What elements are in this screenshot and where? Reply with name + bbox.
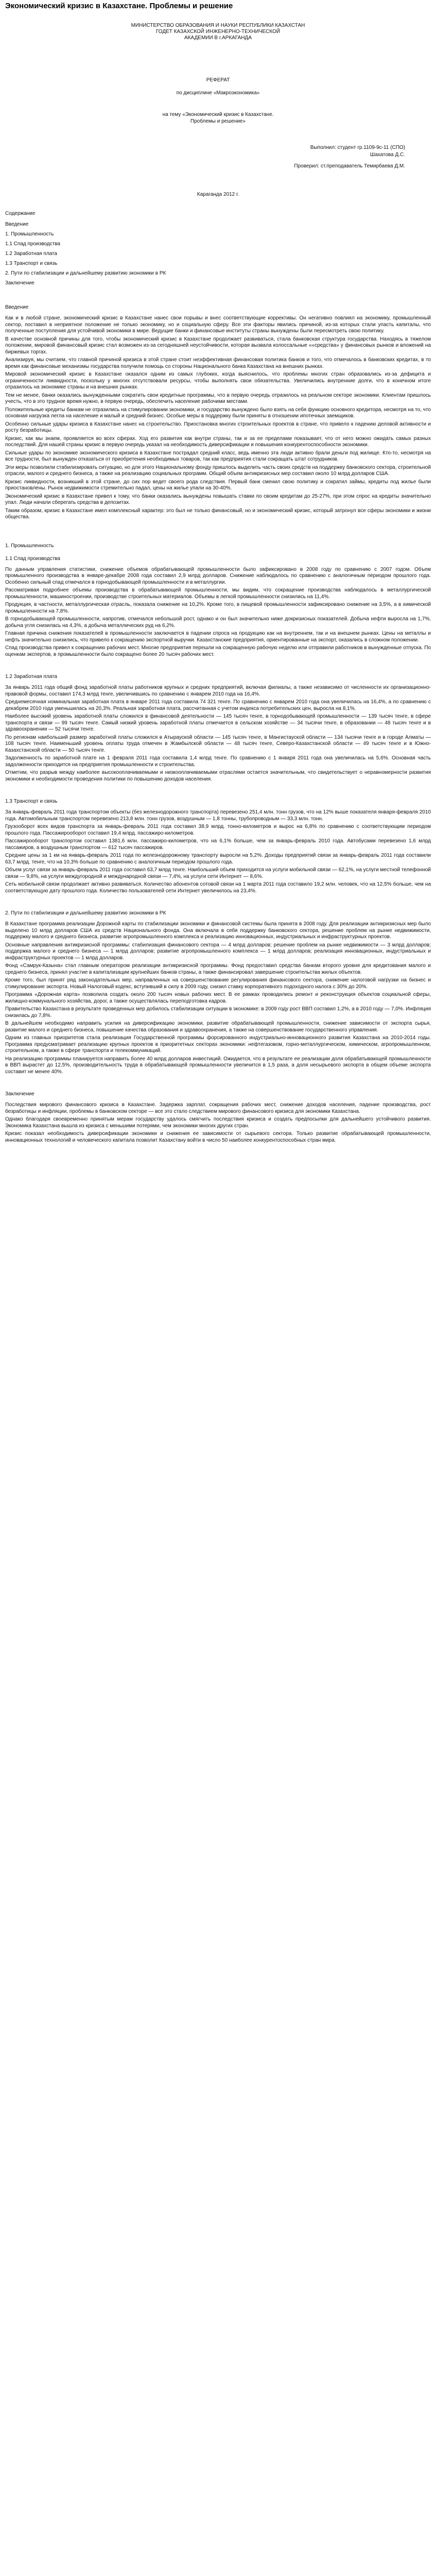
paragraph: Рассматривая подробнее объемы производства в обрабатывающей промышленности, мы видим, что сокращение производства наблюдалось в металлургической промышленности, машиностроении, производстве строительных материалов. Объемы в легкой промышленности снизились на 11,4%. <box>5 587 431 600</box>
author-block <box>5 144 405 170</box>
section-1-3-body <box>5 809 431 894</box>
section-2-title: 2. Пути по стабилизации и дальнейшему развитию экономики в РК <box>5 910 166 916</box>
city-year: Караганда 2012 г. <box>197 192 239 197</box>
academy-name: АКАДЕМИИ В г.АРКАГАНДА <box>184 35 252 41</box>
section-1-title: 1. Промышленность <box>5 543 54 549</box>
conclusion-body <box>5 1102 431 1144</box>
paragraph: Отметим, что разрыв между наиболее высокооплачиваемыми и низкооплачиваемыми отраслями остается значительным, что свидетельствует о неравномерности развития экономики и необходимости проведения политики по повышению доходов населения. <box>5 770 431 782</box>
paragraph: Особенно сильные удары кризиса в Казахстане нанес на строительство. Приостановка многих строительных проектов в стране, что привело к падению деловой активности и росту безработицы. <box>5 421 431 433</box>
toc-item: Заключение <box>5 280 34 286</box>
paragraph: Объем услуг связи за январь-февраль 2011 года составил 63,7 млрд тенге. Наибольший объем приходится на услуги мобильной связи — 62,1%, на услуги местной телефонной связи — 9,8%, на услуги междугородной и международной связи — 7,4%, на услуги сети Интернет — 8,6%. <box>5 867 431 879</box>
paragraph: Среднемесячная номинальная заработная плата в январе 2011 года составила 74 321 тенге. По сравнению с январем 2010 года она увеличилась на 16,4%, а по сравнению с декабрем 2010 года уменьшилась на 20,3%. Реальная заработная плата, рассчитанная с учетом индекса потребительских цен, выросла на 8,1%. <box>5 699 431 711</box>
paragraph: Задолженность по заработной плате на 1 февраля 2011 года составила 1,4 млрд тенге. По сравнению с 1 января 2011 года она увеличилась на 5,6%. Основная часть задолженности приходится на предприятия промышленности и строительства. <box>5 755 431 768</box>
section-1-3-title: 1.3 Транспорт и связь <box>5 799 58 804</box>
paragraph: Однако благодаря своевременно принятым мерам государству удалось смягчить последствия кризиса и создать предпосылки для дальнейшего устойчивого развития. Экономика Казахстана вышла из кризиса с меньшими потерями, чем экономики многих других стран. <box>5 1116 431 1129</box>
paragraph: Анализируя, мы считаем, что главной причиной кризиса в этой стране стоит неэффективная финансовая политика банков и того, что отмечалось в банковских кредитах, в то время как финансовые механизмы государства получили помощь со стороны Национального банка Казахстана на внешних рынках. <box>5 357 431 369</box>
paragraph: Средние цены за 1 км на январь-февраль 2011 года по железнодорожному транспорту выросли на 5,2%. Доходы предприятий связи за январь-февраль 2011 года составили 63,7 млрд. тенге, что на 10,3% больше по сравнению с аналогичным периодом прошлого года. <box>5 853 431 865</box>
intro-body <box>5 315 431 521</box>
paragraph: Продукция, в частности, металлургическая отрасль, показала снижение на 10,2%. Кроме того, в пищевой промышленности зафиксировано снижение на 3,5%, а в химической промышленности на 7,8%. <box>5 602 431 614</box>
paragraph: Наиболее высокий уровень заработной платы сложился в финансовой деятельности — 145 тысяч тенге, в горнодобывающей промышленности — 139 тысяч тенге, в сфере транспорта и связи — 99 тысяч тенге. Самый низкий уровень заработной платы отмечается в сельском хозяйстве — 34 тысячи тенге, в образовании — 48 тысяч тенге и в здравоохранении — 52 тысячи тенге. <box>5 714 431 732</box>
paragraph: Тем не менее, банки оказались вынужденными сократить свои кредитные программы, что в первую очередь отразилось на реальном секторе экономики. Клиентам пришлось учесть, что в это трудное время нужно, в первую очередь, обеспечить население рабочими местами. <box>5 392 431 404</box>
paragraph: Эти меры позволили стабилизировать ситуацию, но для этого Национальному фонду пришлось выделить часть своих средств на поддержку банковского сектора, строительной отрасли, малого и среднего бизнеса, а также на реализацию социальных программ. Общий объем антикризисных мер составил около 10 млрд долларов США. <box>5 464 431 477</box>
referat-label: РЕФЕРАТ <box>206 77 230 83</box>
paragraph: Пассажирооборот транспортом составил 1381,6 млн. пассажиро-километров, что на 6,1% больше, чем за январь-февраль 2010 года. Автобусами перевезено 1,6 млрд пассажиров, а воздушным транспортом — 612 тысяч пассажиров. <box>5 838 431 851</box>
section-1-1-title: 1.1 Спад производства <box>5 555 60 562</box>
section-1-2-title: 1.2 Заработная плата <box>5 674 57 680</box>
toc-item: 1.3 Транспорт и связь <box>5 261 58 266</box>
section-2-body <box>5 921 431 1075</box>
intro-title: Введение <box>5 304 29 310</box>
paragraph: Основные направления антикризисной программы: стабилизация финансового сектора — 4 млрд долларов; решение проблем на рынке недвижимости — 3 млрд долларов; поддержка малого и среднего бизнеса — 1 млрд долларов; развитие агропромышленного комплекса — 1 млрд долларов; реализация инновационных, индустриальных и инфраструктурных проектов — 1 млрд долларов. <box>5 942 431 961</box>
ministry-name: МИНИСТЕРСТВО ОБРАЗОВАНИЯ И НАУКИ РЕСПУБЛИКИ КАЗАХСТАН <box>131 23 305 28</box>
paragraph: Сеть мобильной связи продолжает активно развиваться. Количество абонентов сотовой связи на 1 марта 2011 года составило 19,2 млн. человек, что на 12,5% больше, чем на соответствующую дату прошлого года. Количество пользователей сети Интернет увеличилось на 23,4%. <box>5 882 431 894</box>
performed-by: Выполнил: студент гр.1109-9c-11 (СПО) <box>310 145 405 150</box>
topic-line-1: на тему «Экономический кризис в Казахстане. <box>162 112 274 117</box>
paragraph: Мировой экономический кризис в Казахстане оказался одним из самых глубоких, когда выяснилось, что проблемы многих стран образовались из-за дефицита и ограниченности ликвидности, поскольку у многих отсутствовали ресурсы, чтобы выполнять свои обязательства. Увеличились внутренние долги, что в конечном итоге отразилось на экономике страны и на внешних рынках. <box>5 371 431 390</box>
paragraph: В дальнейшем необходимо направить усилия на диверсификацию экономики, развитие обрабатывающей промышленности, снижение зависимости от экспорта сырья, развитие малого и среднего бизнеса, повышение качества образования и здравоохранения, а также на совершенствование государственного управления. <box>5 1021 431 1033</box>
university-name: ГОДЕТ КАЗАХСКОЙ ИНЖЕНЕРНО-ТЕХНИЧЕСКОЙ <box>155 29 281 35</box>
section-1-1-body <box>5 567 431 658</box>
paragraph: Фонд «Самрук-Казына» стал главным оператором реализации антикризисной программы. Фонд предоставил средства банкам второго уровня для кредитования малого и среднего бизнеса, принял участие в капитализации крупнейших банков страны, а также финансировал завершение строительства жилых объектов. <box>5 963 431 975</box>
paragraph: Как и в любой стране, экономический кризис в Казахстане нанес свои порывы и внес соответствующие коррективы. Он негативно повлиял на экономику, промышленный сектор, поставил в неприятное положение не только экономику, но и социальную сферу. Все эти факторы явились причиной, из-за которых стали упасть капиталы, что полученные поступления для устойчивой экономики в мире. Ведущие банки и финансовые институты страны вынуждены были пересмотреть свою политику. <box>5 315 431 334</box>
toc-item: 1.2 Заработная плата <box>5 251 57 257</box>
toc-item: 2. Пути по стабилизации и дальнейшему развитию экономики в РК <box>5 270 166 276</box>
paragraph: В Казахстане программа реализации Дорожной карты по стабилизации экономики и финансовой системы была принята в 2008 году. Для реализации антикризисных мер было выделено 10 млрд долларов США из средств Национального фонда. Она включала в себя поддержку банковского сектора, решение проблем на рынке недвижимости, поддержку малого и среднего бизнеса, развитие агропромышленного комплекса и реализацию инновационных, индустриальных и инфраструктурных проектов. <box>5 921 431 940</box>
conclusion-title: Заключение <box>5 1091 34 1097</box>
paragraph: В качестве основной причины для того, чтобы экономический кризис в Казахстане продолжает развиваться, стала банковская структура государства. Находясь в тяжелом положении, мировой финансовый кризис стал возможен из-за сегодняшней неустойчивости, которая вызвала колоссальные ««средства» у финансовых рынков и вложений на биржевых торгах. <box>5 336 431 355</box>
paragraph: Последствия мирового финансового кризиса в Казахстане. Задержка зарплат, сокращения рабочих мест, снижение доходов населения, падение производства, рост безработицы и инфляции, проблемы в банковском секторе — все это стало следствием мирового финансового кризиса для экономики Казахстана. <box>5 1102 431 1114</box>
checked-by: Проверил: ст.преподаватель Темирбаева Д.М. <box>294 163 405 169</box>
paragraph: Положительные кредиты банкам не отразились на стимулировании экономики, и государство вынуждено было взять на себя функцию основного кредитора, несмотря на то, что основная нагрузка легла на население и малый и средний бизнес. Особые меры в поддержку были приняты в отношении ипотечных заемщиков. <box>5 406 431 419</box>
student-name: Шахатова Д.С. <box>370 152 405 158</box>
paragraph: Таким образом, кризис в Казахстане имел комплексный характер: это был не только финансовый, но и экономический кризис, который затронул все сферы экономики и жизни общества. <box>5 507 431 520</box>
section-1-2-body <box>5 685 431 783</box>
paragraph: Кризис ликвидности, возникший в этой стране, до сих пор ведет своего рода следствия. Первый банк сменил свою политику и сократил займы, кредиты под жилье были приостановлены. Рынок недвижимости стремительно падал, цены на жилье упали на 30-40%. <box>5 479 431 491</box>
toc-item: Введение <box>5 222 29 227</box>
paragraph: Главная причина снижения показателей в промышленности заключается в падении спроса на продукцию как на внутреннем, так и на внешнем рынках. Цены на металлы и нефть значительно снизились, что привело к сокращению экспортной выручки. Казахстанские предприятия, ориентированные на экспорт, оказались в сложном положении. <box>5 631 431 643</box>
paragraph: Одним из главных приоритетов стала реализация Государственной программы форсированного индустриально-инновационного развития Казахстана на 2010-2014 годы. Программа предусматривает реализацию крупных проектов в приоритетных секторах экономики: нефтегазовом, горно-металлургическом, химическом, агропромышленном, строительном, а также в сфере транспорта и телекоммуникаций. <box>5 1035 431 1054</box>
paragraph: На реализацию программы планируется направить более 40 млрд долларов инвестиций. Ожидается, что в результате ее реализации доля обрабатывающей промышленности в ВВП вырастет до 12,5%, производительность труда в обрабатывающей промышленности увеличится в 1,5 раза, а доля несырьевого экспорта в общем объеме экспорта составит не менее 40%. <box>5 1056 431 1075</box>
title-page-header <box>5 23 431 41</box>
discipline-line: по дисциплине «Макроэкономика» <box>176 90 260 96</box>
paragraph: По регионам наибольший размер заработной платы сложился в Атырауской области — 145 тысяч тенге, в Мангистауской области — 134 тысячи тенге и в городе Алматы — 108 тысяч тенге. Наименьший уровень оплаты труда отмечен в Жамбылской области — 48 тысяч тенге, Северо-Казахстанской области — 49 тысяч тенге и в Южно-Казахстанской области — 50 тысяч тенге. <box>5 734 431 753</box>
paragraph: Программа «Дорожная карта» позволила создать около 200 тысяч новых рабочих мест. В ее рамках проводились ремонт и реконструкция объектов социальной сферы, жилищно-коммунального хозяйства, дорог, а также осуществлялась переподготовка кадров. <box>5 992 431 1004</box>
paragraph: Экономический кризис в Казахстане привел к тому, что банки оказались вынуждены повышать ставки по своим кредитам до 25-27%, при этом спрос на кредиты значительно упал. Люди начали сберегать средства в депозитах. <box>5 493 431 505</box>
paragraph: Правительство Казахстана в результате проведенных мер добилось стабилизации ситуации в экономике: в 2009 году рост ВВП составил 1,2%, а в 2010 году — 7,0%. Инфляция снизилась до 7,8%. <box>5 1006 431 1019</box>
toc-title: Содержание <box>5 211 36 216</box>
paragraph: За январь 2011 года общий фонд заработной платы работников крупных и средних предприятий, включая филиалы, а также независимо от численности их организационно-правовой формы, составил 174,3 млрд тенге, увеличившись по сравнению с январем 2010 года на 16,4%. <box>5 685 431 697</box>
table-of-contents <box>5 222 431 286</box>
paragraph: Спад производства привел к сокращению рабочих мест. Многие предприятия перешли на сокращенную рабочую неделю или отправили работников в вынужденные отпуска. По оценкам экспертов, в промышленности было сокращено более 20 тысяч рабочих мест. <box>5 645 431 657</box>
paragraph: За январь-февраль 2011 года транспортом объекты (без железнодорожного транспорта) перевезено 251,4 млн. тонн грузов, что на 12% выше показателя января-февраля 2010 года. Автомобильным транспортом перевезено 213,8 млн. тонн грузов, воздушным — 1,8 тонны, трубопроводным — 33,3 млн. тонн. <box>5 809 431 822</box>
paragraph: В горнодобывающей промышленности, напротив, отмечался небольшой рост, однако и он был значительно ниже докризисных показателей. Добыча нефти выросла на 1,7%, добыча угля снизилась на 4,3%, а добыча металлических руд на 6,2%. <box>5 616 431 629</box>
paragraph: Кризис, как мы знаем, проявляется во всех сферах. Ход его развития как внутри страны, так и за ее пределами показывает, что от него можно ожидать самых разных последствий. Для нашей страны кризис в первую очередь указал на необходимость диверсификации и повышения конкурентоспособности экономики. <box>5 435 431 448</box>
toc-item: 1. Промышленность <box>5 231 54 237</box>
paragraph: Кроме того, был принят ряд законодательных мер, направленных на совершенствование регулирования финансового сектора, снижение налоговой нагрузки на бизнес и стимулирование экспорта. Новый Налоговый кодекс, вступивший в силу в 2009 году, снизил ставку корпоративного подоходного налога с 30% до 20%. <box>5 977 431 990</box>
topic-line-2: Проблемы и решение» <box>190 118 246 124</box>
page-title: Экономический кризис в Казахстане. Проблемы и решение <box>5 2 233 10</box>
toc-item: 1.1 Спад производства <box>5 241 60 247</box>
paragraph: Кризис показал необходимость диверсификации экономики и снижения ее зависимости от сырьевого сектора. Только развитие обрабатывающей промышленности, инновационных технологий и человеческого капитала позволит Казахстану войти в число 50 наиболее конкурентоспособных стран мира. <box>5 1131 431 1143</box>
topic-block <box>5 111 431 125</box>
paragraph: По данным управления статистики, снижение объемов обрабатывающей промышленности было зафиксировано в 2008 году по сравнению с 2007 годом. Объем промышленного производства в январе-декабре 2008 года составил 2,9 млрд долларов. Снижение наблюдалось по сравнению с аналогичным периодом прошлого года. Особенно сильный спад отмечался в горнодобывающей промышленности и в металлургии. <box>5 566 431 585</box>
paragraph: Грузооборот всех видов транспорта за январь-февраль 2011 года составил 38,9 млрд. тонно-километров и вырос на 6,8% по сравнению с соответствующим периодом прошлого года. Пассажирооборот составил 19,4 млрд. пассажиро-километров. <box>5 824 431 836</box>
document-page <box>0 2 436 2576</box>
paragraph: Сильные удары по экономике экономического кризиса в Казахстане пострадал средний класс, ведь именно эта люди активно брали деньги под жилище. Кто-то, несмотря на все трудности, был вынужден отказаться от приобретения необходимых товаров, так как предприятия стали сокращать штат сотрудников. <box>5 450 431 462</box>
